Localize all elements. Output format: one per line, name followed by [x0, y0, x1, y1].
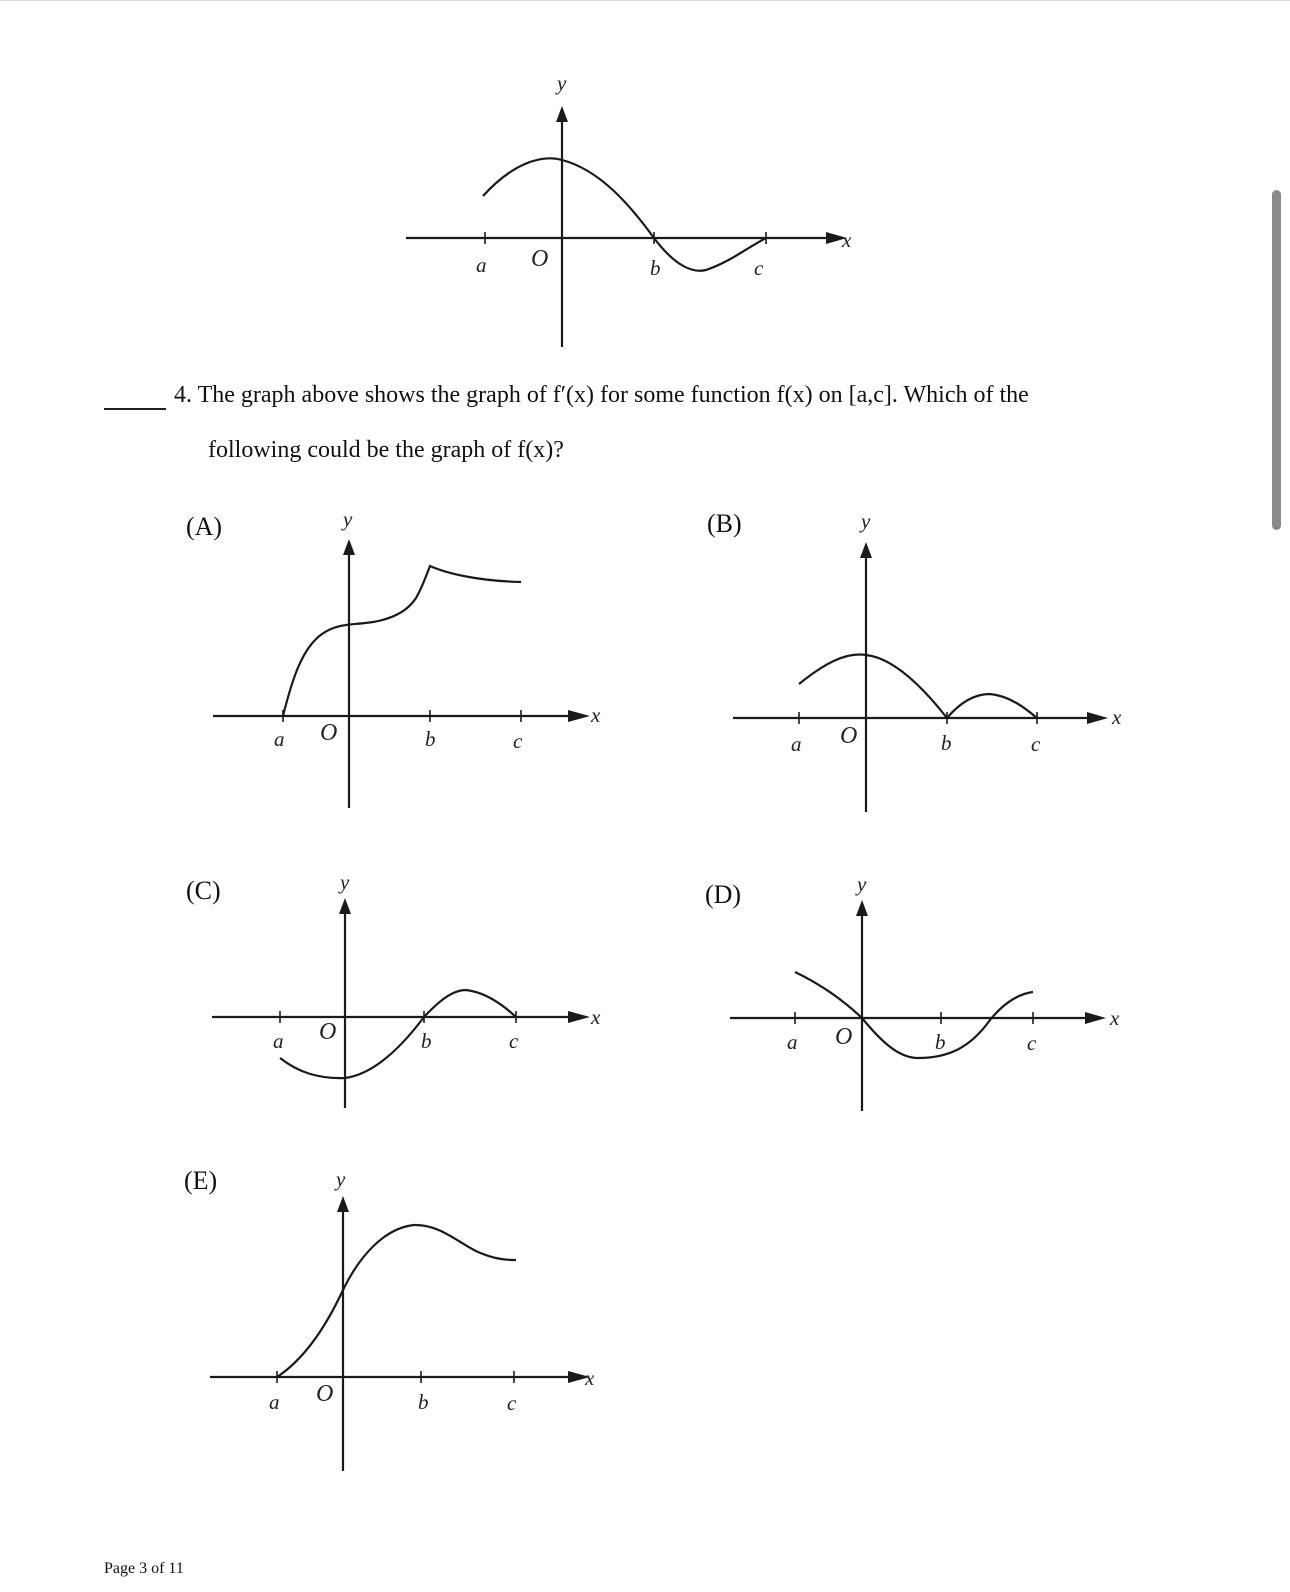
svg-text:x: x: [585, 1366, 595, 1390]
svg-text:y: y: [857, 872, 867, 896]
svg-text:a: a: [791, 732, 802, 756]
fprime-curve: [483, 158, 766, 270]
option-d-graph[interactable]: [705, 872, 1120, 1111]
b-label: b: [650, 256, 661, 280]
option-a-graph[interactable]: [186, 507, 601, 808]
svg-text:c: c: [509, 1029, 519, 1053]
svg-text:c: c: [513, 729, 523, 753]
answer-blank[interactable]: [104, 408, 166, 410]
svg-text:O: O: [320, 720, 338, 746]
svg-text:y: y: [343, 507, 353, 531]
svg-text:y: y: [340, 870, 350, 894]
question-line-2: [208, 437, 564, 464]
svg-text:x: x: [591, 703, 601, 727]
question-text-2: following could be the graph of f(x)?: [208, 437, 564, 463]
svg-text:O: O: [835, 1024, 853, 1050]
option-e-label: (E): [184, 1166, 218, 1195]
svg-text:O: O: [319, 1019, 337, 1045]
svg-text:y: y: [336, 1167, 346, 1191]
option-a-label: (A): [186, 512, 223, 541]
svg-text:c: c: [1031, 732, 1041, 756]
question-line-1: [174, 382, 1029, 409]
origin-label: O: [531, 246, 549, 272]
svg-text:b: b: [425, 727, 436, 751]
page-number: Page 3 of 11: [104, 1560, 184, 1577]
svg-text:O: O: [840, 723, 858, 749]
y-axis-arrow: [556, 106, 568, 122]
svg-text:y: y: [861, 509, 871, 533]
y-axis-label: y: [557, 71, 567, 95]
svg-text:x: x: [591, 1005, 601, 1029]
fprime-graph: [406, 71, 852, 347]
svg-text:a: a: [273, 1029, 284, 1053]
option-d-label: (D): [705, 880, 742, 909]
question-text-1: The graph above shows the graph of f′(x) for some function f(x) on [a,c]. Which of the: [197, 382, 1029, 408]
a-label: a: [476, 253, 487, 277]
option-c-graph[interactable]: [186, 870, 601, 1108]
option-e-graph[interactable]: [184, 1166, 595, 1471]
svg-text:c: c: [1027, 1031, 1037, 1055]
option-b-label: (B): [707, 509, 742, 538]
c-label: c: [754, 256, 764, 280]
svg-text:a: a: [274, 727, 285, 751]
svg-text:b: b: [935, 1030, 946, 1054]
svg-text:x: x: [1110, 1006, 1120, 1030]
option-b-graph[interactable]: [707, 509, 1122, 812]
svg-text:x: x: [1112, 705, 1122, 729]
option-c-label: (C): [186, 876, 221, 905]
svg-text:O: O: [316, 1381, 334, 1407]
svg-text:c: c: [507, 1391, 517, 1415]
question-number: 4.: [174, 382, 192, 408]
svg-text:b: b: [941, 731, 952, 755]
x-axis-label: x: [842, 228, 852, 252]
svg-text:b: b: [421, 1029, 432, 1053]
svg-text:a: a: [269, 1390, 280, 1414]
svg-text:a: a: [787, 1030, 798, 1054]
svg-text:b: b: [418, 1390, 429, 1414]
